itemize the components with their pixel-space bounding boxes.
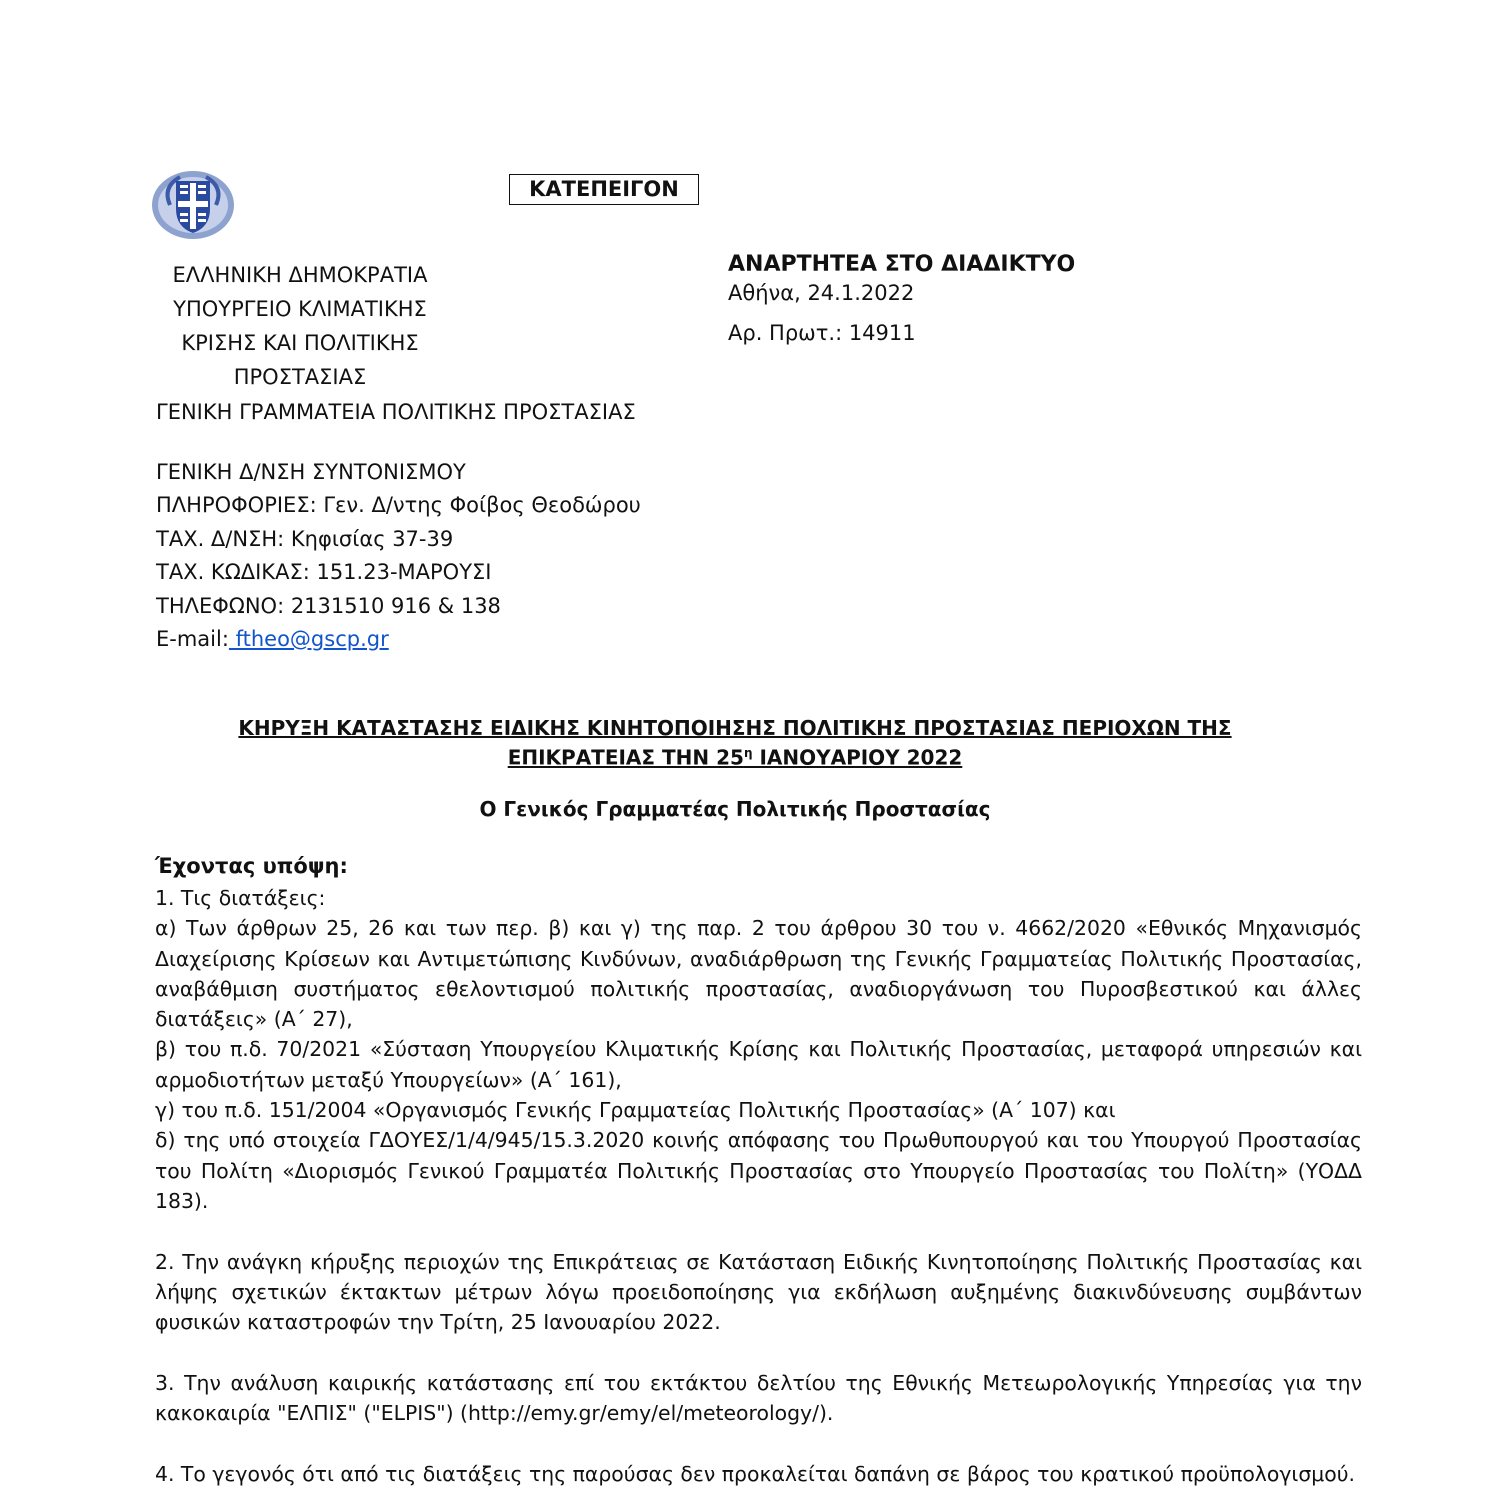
contact-block xyxy=(156,456,641,656)
title-line-2-b: ΙΑΝΟΥΑΡΙΟΥ 2022 xyxy=(752,745,963,770)
document-meta xyxy=(728,250,1075,348)
org-line-ministry-3: ΠΡΟΣΤΑΣΙΑΣ xyxy=(233,365,367,389)
post-online-notice: ΑΝΑΡΤΗΤΕΑ ΣΤΟ ΔΙΑΔΙΚΤΥΟ xyxy=(728,252,1076,277)
paragraph-1c: γ) του π.δ. 151/2004 «Οργανισμός Γενικής Γραμματείας Πολιτικής Προστασίας» (Α΄ 107) και xyxy=(155,1098,1116,1123)
email-link[interactable]: ftheo@gscp.gr xyxy=(228,627,389,652)
org-line-republic: ΕΛΛΗΝΙΚΗ ΔΗΜΟΚΡΑΤΙΑ xyxy=(172,263,428,287)
paragraph-2: 2. Την ανάγκη κήρυξης περιοχών της Επικράτειας σε Κατάσταση Ειδικής Κινητοποίησης Πολιτικής Προστασίας και λήψης σχετικών έκτακτων μέτρων λόγω προειδοποίησης για εκδήλωση αυξημένης διακινδύνευσης συμβάντων φυσικών καταστροφών την Τρίτη, 25 Ιανουαρίου 2022. xyxy=(155,1249,1362,1335)
org-line-ministry: ΥΠΟΥΡΓΕΙΟ ΚΛΙΜΑΤΙΚΗΣ xyxy=(173,297,427,321)
paragraph-gap xyxy=(155,1337,1362,1367)
urgent-label: ΚΑΤΕΠΕΙΓΟΝ xyxy=(509,174,699,205)
paragraph-1b: β) του π.δ. 70/2021 «Σύσταση Υπουργείου Κλιματικής Κρίσης και Πολιτικής Προστασίας, μεταφορά υπηρεσιών και αρμοδιοτήτων μεταξύ Υπουργείων» (Α΄ 161), xyxy=(155,1037,1362,1092)
contact-info: ΠΛΗΡΟΦΟΡΙΕΣ: Γεν. Δ/ντης Φοίβος Θεοδώρου xyxy=(156,493,641,518)
title-line-2-a: ΕΠΙΚΡΑΤΕΙΑΣ ΤΗΝ 25 xyxy=(507,745,744,770)
title-superscript: η xyxy=(743,746,753,760)
directorate: ΓΕΝΙΚΗ Δ/ΝΣΗ ΣΥΝΤΟΝΙΣΜΟΥ xyxy=(156,460,466,484)
paragraph-3: 3. Την ανάλυση καιρικής κατάστασης επί του εκτάκτου δελτίου της Εθνικής Μετεωρολογικής Υπηρεσίας για την κακοκαιρία "ΕΛΠΙΣ" ("ELPIS") (http://emy.gr/emy/el/meteorology/). xyxy=(155,1370,1362,1426)
signer-heading: Ο Γενικός Γραμματέας Πολιτικής Προστασίας xyxy=(479,797,991,821)
protocol-number: Αρ. Πρωτ.: 14911 xyxy=(728,321,916,345)
paragraph-1: 1. Τις διατάξεις: xyxy=(155,886,326,910)
postal-code: ΤΑΧ. ΚΩΔΙΚΑΣ: 151.23-ΜΑΡΟΥΣΙ xyxy=(156,560,492,585)
paragraph-1a: α) Των άρθρων 25, 26 και των περ. β) και γ) της παρ. 2 του άρθρου 30 του ν. 4662/2020 «Εθνικός Μηχανισμός Διαχείρισης Κρίσεων και Αντιμετώπισης Κινδύνων, αναδιάρθρωση της Γενικής Γραμματείας Πολιτικής Προστασίας, αναβάθμιση συστήματος εθελοντισμού πολιτικής προστασίας, αναδιοργάνωση του Πυροσβεστικού και άλλες διατάξεις» (Α΄ 27), xyxy=(155,916,1362,1032)
organization-block xyxy=(155,258,445,394)
paragraph-gap xyxy=(155,1216,1362,1246)
title-line-2 xyxy=(150,741,1320,771)
email-label: E-mail: xyxy=(156,627,229,652)
phone: ΤΗΛΕΦΩΝΟ: 2131510 916 & 138 xyxy=(156,593,501,618)
paragraph-4: 4. Το γεγονός ότι από τις διατάξεις της παρούσας δεν προκαλείται δαπάνη σε βάρος του κρατικού προϋπολογισμού. xyxy=(155,1461,1355,1486)
paragraph-1d: δ) της υπό στοιχεία ΓΔΟΥΕΣ/1/4/945/15.3.2020 κοινής απόφασης του Πρωθυπουργού και του Υπουργού Προστασίας του Πολίτη «Διορισμός Γενικού Γραμματέα Πολιτικής Προστασίας στο Υπουργείο Προστασίας του Πολίτη» (ΥΟΔΔ 183). xyxy=(155,1128,1362,1213)
considering-heading: Έχοντας υπόψη: xyxy=(155,854,348,878)
postal-address: ΤΑΧ. Δ/ΝΣΗ: Κηφισίας 37-39 xyxy=(156,526,454,551)
document-body xyxy=(155,883,1362,1489)
org-line-ministry-2: ΚΡΙΣΗΣ ΚΑΙ ΠΟΛΙΤΙΚΗΣ xyxy=(181,331,419,355)
email-row xyxy=(156,623,641,656)
greek-coat-of-arms-emblem xyxy=(150,165,236,240)
title-line-1: ΚΗΡΥΞΗ ΚΑΤΑΣΤΑΣΗΣ ΕΙΔΙΚΗΣ ΚΙΝΗΤΟΠΟΙΗΣΗΣ ΠΟΛΙΤΙΚΗΣ ΠΡΟΣΤΑΣΙΑΣ ΠΕΡΙΟΧΩΝ ΤΗΣ xyxy=(238,716,1232,740)
general-secretariat: ΓΕΝΙΚΗ ΓΡΑΜΜΑΤΕΙΑ ΠΟΛΙΤΙΚΗΣ ΠΡΟΣΤΑΣΙΑΣ xyxy=(156,400,636,424)
document-date: Αθήνα, 24.1.2022 xyxy=(728,281,915,305)
paragraph-gap xyxy=(155,1428,1362,1458)
document-title xyxy=(150,716,1320,771)
